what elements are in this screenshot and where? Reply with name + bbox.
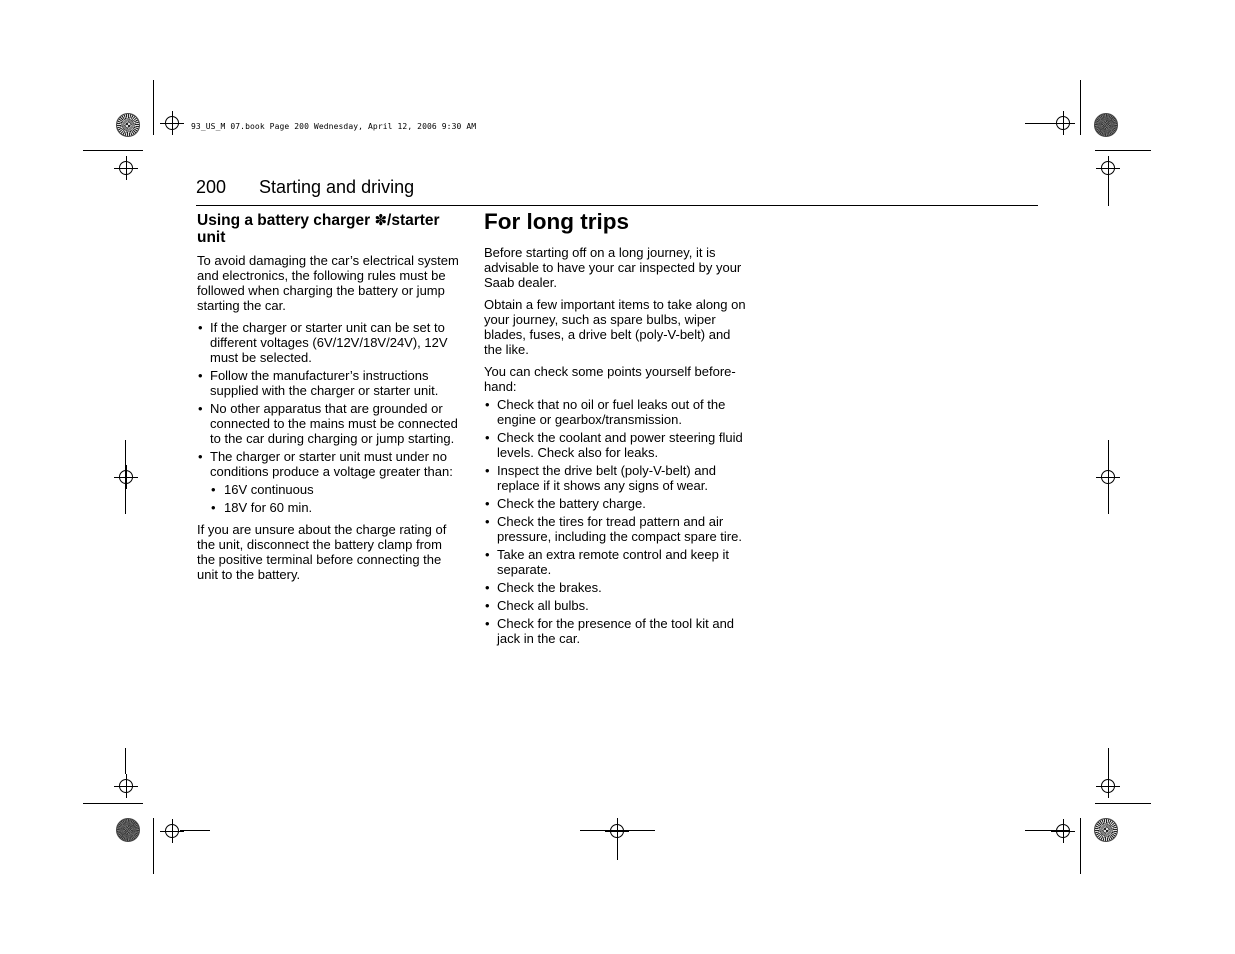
paragraph: Before starting off on a long journey, it is advisable to have your car inspected by your Saab dealer. xyxy=(484,245,742,290)
registration-mark-icon xyxy=(119,161,133,175)
registration-mark-icon xyxy=(1101,470,1115,484)
print-file-header: 93_US_M 07.book Page 200 Wednesday, April 12, 2006 9:30 AM xyxy=(191,122,477,131)
list-item: • 18V for 60 min. xyxy=(210,500,463,515)
list-item: • Check that no oil or fuel leaks out of the engine or gearbox/transmission. xyxy=(484,397,752,427)
heading-text: Using a battery charger xyxy=(197,212,375,229)
charger-rules-list xyxy=(197,320,463,515)
color-rosette-icon xyxy=(116,818,140,842)
list-item: • Take an extra remote control and keep it separate. xyxy=(484,547,752,577)
registration-mark-icon xyxy=(1101,779,1115,793)
registration-mark-icon xyxy=(1101,161,1115,175)
right-column xyxy=(484,208,752,653)
battery-charger-heading xyxy=(197,212,463,246)
color-rosette-icon xyxy=(116,113,140,137)
list-item: • Check all bulbs. xyxy=(484,598,752,613)
charger-intro-paragraph: To avoid damaging the car’s electrical system and electronics, the following rules must be followed when charging the battery or jump starting the car. xyxy=(197,253,459,313)
list-item: • Check the battery charge. xyxy=(484,496,752,511)
list-item: • Follow the manufacturer’s instructions supplied with the charger or starter unit. xyxy=(197,368,463,398)
heading-text: /starter unit xyxy=(197,212,440,246)
snowflake-icon: ✽ xyxy=(374,212,388,229)
page-number: 200 xyxy=(196,177,227,197)
list-item xyxy=(197,449,463,515)
list-item: • Check the tires for tread pattern and air pressure, including the compact spare tire. xyxy=(484,514,752,544)
charger-closing-paragraph: If you are unsure about the charge rating of the unit, disconnect the battery clamp from the positive terminal before connecting the unit to the battery. xyxy=(197,522,447,582)
registration-mark-icon xyxy=(119,470,133,484)
list-item-text: The charger or starter unit must under no conditions produce a voltage greater than: xyxy=(210,449,453,479)
registration-mark-icon xyxy=(610,824,624,838)
list-item: • Check for the presence of the tool kit and jack in the car. xyxy=(484,616,752,646)
list-item: • 16V continuous xyxy=(210,482,463,497)
list-item: • No other apparatus that are grounded or connected to the mains must be connected to the car during charging or jump starting. xyxy=(197,401,463,446)
list-item: • Check the coolant and power steering fluid levels. Check also for leaks. xyxy=(484,430,752,460)
trip-checklist xyxy=(484,397,752,646)
registration-mark-icon xyxy=(165,116,179,130)
left-column xyxy=(197,212,463,589)
color-rosette-icon xyxy=(1094,113,1118,137)
section-title: Starting and driving xyxy=(259,177,415,197)
registration-mark-icon xyxy=(165,824,179,838)
paragraph: Obtain a few important items to take along on your journey, such as spare bulbs, wiper blades, fuses, a drive belt (poly-V-belt) and the like. xyxy=(484,297,746,357)
registration-mark-icon xyxy=(1056,116,1070,130)
list-item: • If the charger or starter unit can be set to different voltages (6V/12V/18V/24V), 12V must be selected. xyxy=(197,320,463,365)
header-rule xyxy=(196,205,1038,206)
long-trips-heading: For long trips xyxy=(484,209,629,234)
list-item: • Inspect the drive belt (poly-V-belt) and replace if it shows any signs of wear. xyxy=(484,463,752,493)
registration-mark-icon xyxy=(119,779,133,793)
paragraph: You can check some points yourself before-hand: xyxy=(484,364,736,394)
list-item: • Check the brakes. xyxy=(484,580,752,595)
registration-mark-icon xyxy=(1056,824,1070,838)
color-rosette-icon xyxy=(1094,818,1118,842)
voltage-limits-list xyxy=(210,482,463,515)
